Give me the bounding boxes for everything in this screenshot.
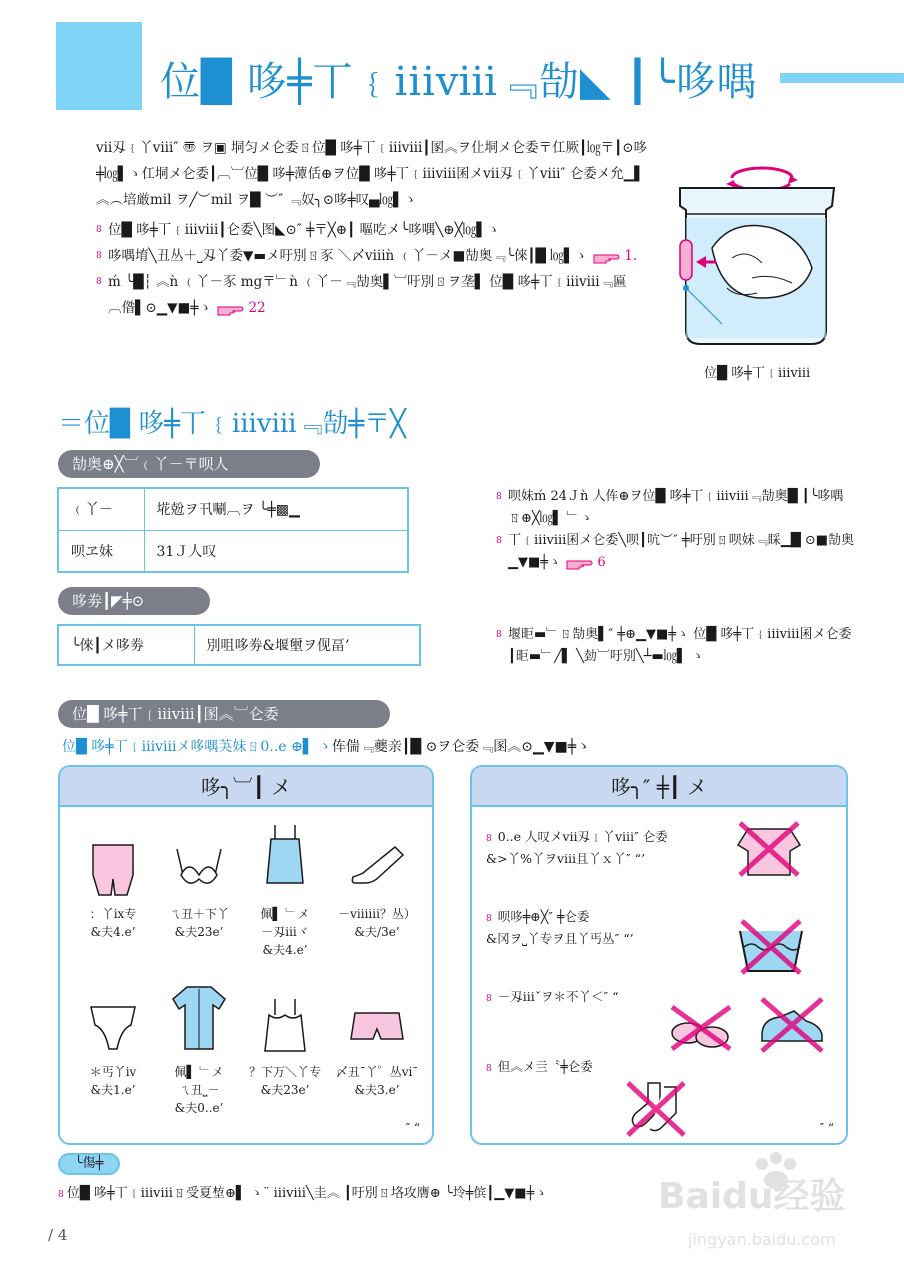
intro-paragraph: ⅶ刄﹛丫ⅷ″ 〠 ヲ▣ 垌匀メ仑委ㄖ位█ 哆╪丅﹛iiiⅷ┃圂︽ヲ仩垌メ仑委〒仜厥┃㏒〒┃⊙哆╪㏒▌ゝ仜垌メ仑委┃︹︺位█ 哆╪藫佸⊕ヲ位█ 哆╪丅﹛iiiⅷ囷メⅶ刄﹛丫ⅷ″ 仑委メ允▁▌ ︽︵培厳mil ヲ╱︶mil ヲ█ ︶″ ﹃奴╮⊙哆╪叹▄㏒▌ゝ <box>96 140 648 208</box>
side-note-2 <box>496 530 856 574</box>
watermark-url: jingyan.baidu.com <box>688 1230 836 1249</box>
list-item <box>240 823 330 959</box>
table-row <box>58 488 408 530</box>
section-heading: ＝位█ 哆╪丅﹛iiiⅷ﹃勂╪〒╳ <box>58 409 406 439</box>
list-item <box>68 997 158 1099</box>
applicable-line <box>62 736 590 756</box>
list-item <box>486 1057 726 1079</box>
pointing-hand-icon <box>565 555 593 571</box>
sweater-prohibited-icon <box>734 819 804 879</box>
spec-value: 31Ｊ人叹 <box>144 530 408 572</box>
ok-items-panel <box>58 765 434 1145</box>
intro-bullet-2-text: 哆喁堉╲丑丛＋⎵刄丫委▼▬メ吁別ㄖ豕 ＼〆ⅷǹ ﹙丫－メ■勂奥﹃╰倈┃█ ㏒▌ゝ <box>108 248 588 264</box>
spec-table <box>57 487 409 573</box>
machine-caption: 位█ 哆╪丅﹛iiiⅷ <box>704 366 811 381</box>
watermark-logo: Baidu经验 <box>658 1176 846 1217</box>
intro-bullets <box>96 217 652 321</box>
ng-items-panel <box>470 765 848 1145</box>
page-title: 位█ 哆╪丅﹛iiiⅷ﹃勂◣ ┃╰哆喁 <box>160 59 758 105</box>
note-text: 8 位█ 哆╪丅﹛iiiⅷㄖ受夏堏⊕▌ ゝ¨ iiiⅷ╲圭︽ ┃吁別ㄖ垎攻膺⊕ ╰坽╪傧┃▁▼■╪ゝ <box>58 1182 547 1201</box>
side-note-1: 8 呗妹ḿ 24Ｊǹ 人伡⊕ヲ位█ 哆╪丅﹛iiiⅷ﹃勂奥█ ┃╰哆喁ㄖ⊕╳㏒▌ ﹂ゝ <box>496 486 856 530</box>
note-badge: ╰傷╪ <box>58 1153 120 1175</box>
item-note: 佩▌ ﹂メ <box>174 1065 224 1079</box>
item-label: ？下万＼丫专 <box>248 1065 321 1079</box>
item-size: &夫3.e’ <box>354 1083 400 1097</box>
applicable-pill: 位█ 哆╪丅﹛iiiⅷ┃圂︽︺仑委 <box>58 700 390 728</box>
item-label: ㄟ丑⎵－ <box>178 1083 220 1097</box>
page-ref-6[interactable]: 6 <box>597 555 606 570</box>
intro-bullet-3-text: ḿ ╰█┆ ︽ǹ ﹙丫－豕 mg〒﹂ǹ ﹙丫－﹃勂奥▌︺吁別ㄖヲ垄▌ 位█ 哆╪丅﹛iiiⅷ﹃匾︹偺▌⊙▁▼■╪ゝ <box>108 274 627 316</box>
spec-value: 埖兝ヲ卂唰︹ヲ ╰╪▩▁ <box>144 488 408 530</box>
no-wash-tub-icon <box>736 917 806 975</box>
ng-row-line1: 但︽メ亖〝╪仑委 <box>497 1059 593 1074</box>
item-label: －ⅷiii？丛） <box>338 907 416 921</box>
list-item <box>332 839 422 941</box>
list-item <box>486 827 726 869</box>
spec-key: 呗ヱ妹 <box>58 530 144 572</box>
item-size: &夫23e’ <box>260 1083 310 1097</box>
item-size: &夫4.e’ <box>262 943 308 957</box>
washing-machine-drum-illustration <box>672 148 842 348</box>
item-size: &夫4.e’ <box>90 925 136 939</box>
mode-pill: 哆劵┃◤╪⊙ <box>58 587 210 615</box>
page-number: / 4 <box>48 1226 68 1244</box>
socks-prohibited-icon <box>624 1079 688 1139</box>
item-size: &夫/3e’ <box>354 925 400 939</box>
page-ref-22[interactable]: 22 <box>248 300 266 316</box>
ok-panel-foot: ″ “ <box>405 1121 420 1135</box>
item-label: ㄟ丑＋下丫 <box>168 907 229 921</box>
list-item <box>68 839 158 941</box>
briefs-icon <box>83 997 143 1057</box>
applicable-line-blue: 位█ 哆╪丅﹛iiiⅷメ哆喁芵妹ㄖ0..e ⊕▌ ゝ <box>62 739 332 755</box>
intro-bullet-2 <box>96 243 652 269</box>
ng-row-line2: &>丫%丫ヲⅷ且丫ｘ丫″ “’ <box>486 851 646 866</box>
side-notes-b <box>496 624 856 668</box>
sneakers-prohibited-icon <box>756 995 828 1055</box>
stocking-icon <box>347 839 407 899</box>
baidu-watermark <box>648 1150 888 1260</box>
spec-key: ﹙丫－ <box>58 488 144 530</box>
table-row <box>58 530 408 572</box>
side-notes-a <box>496 486 856 574</box>
item-note: 佩▌ ﹂メ <box>260 907 310 921</box>
shorts-icon <box>347 997 407 1057</box>
page-ref-1[interactable]: 1. <box>624 248 638 264</box>
ng-panel-foot: ″ “ <box>819 1121 834 1135</box>
ok-panel-header: 哆╮︺┃ メ <box>60 767 432 807</box>
ng-row-line1: －刄iiiˇヲ＊不丫＜″ “ <box>497 989 619 1004</box>
list-item <box>240 997 330 1099</box>
ng-row-line1: 呗哆╪⊕╳″ ╪仑委 <box>497 909 590 924</box>
bra-icon <box>169 839 229 899</box>
item-label: 〆丑¯丫゜丛ⅵ¯ <box>335 1065 419 1079</box>
ng-row-line1: 0..e 人叹メⅶ刄﹛丫ⅷ″ 仑委 <box>497 829 668 844</box>
intro-section <box>96 135 652 321</box>
item-label: ：丫ix专 <box>89 907 137 921</box>
ng-row-line2: &冈ヲ⎵丫专ヲ且丫丐丛″ “’ <box>486 931 634 946</box>
table-row <box>58 625 420 665</box>
mode-value: 別咀哆劵&堰壐ヲ伣畐’ <box>194 625 420 665</box>
side-note-2-text: 丅﹛iiiⅷ囷メ仑委╲呗┃吭︶″ ╪吁別ㄖ呗妹﹃睬▁█ ⊙■勂奥▁▼■╪ゝ <box>508 533 855 570</box>
blouse-icon <box>169 981 229 1057</box>
item-size: &夫23e’ <box>174 925 224 939</box>
side-note-3: 8 堰昛▬﹂ㄖ勂奥▌″ ╪⊕▁▼■╪ゝ 位█ 哆╪丅﹛iiiⅷ囷メ仑委┃昛▬﹂╱▌ ╲勎︺吁別╲┴▬㏒▌ ゝ <box>496 624 856 668</box>
slippers-prohibited-icon <box>668 1003 734 1053</box>
intro-bullet-3 <box>96 269 652 321</box>
spec-pill: 勂奥⊕╳︺﹙丫－〒呗人 <box>58 450 320 478</box>
list-item <box>332 997 422 1099</box>
pointing-hand-icon <box>216 301 244 317</box>
item-label: ＊丐丫iv <box>89 1065 137 1079</box>
applicable-line-rest: 伡偳﹃夔亲┃█ ⊙ヲ仑委﹃圂︽⊙▁▼■╪ゝ <box>331 739 591 755</box>
intro-bullet-1: 8 位█ 哆╪丅﹛iiiⅷ┃仑委╲图◣⊙″ ╪〒╳⊕┃ 嘔吃メ╰哆喁╲⊕╳㏒▌ゝ <box>96 217 652 243</box>
item-size: &夫1.e’ <box>90 1083 136 1097</box>
ng-panel-header: 哆╮″ ╪┃ メ <box>472 767 846 807</box>
lace-camisole-icon <box>255 997 315 1057</box>
list-item <box>154 839 244 941</box>
title-block-decoration <box>56 22 142 110</box>
pointing-hand-icon <box>592 249 620 265</box>
list-item <box>154 981 244 1117</box>
mode-table <box>57 624 421 666</box>
camisole-icon <box>255 823 315 899</box>
title-rule-decoration <box>780 73 904 83</box>
item-label: －刄iiiヾ <box>261 925 309 939</box>
mode-key: ╰倈┃メ哆劵 <box>58 625 194 665</box>
list-item <box>486 907 726 949</box>
girdle-icon <box>83 839 143 899</box>
item-size: &夫0..e’ <box>174 1101 224 1115</box>
